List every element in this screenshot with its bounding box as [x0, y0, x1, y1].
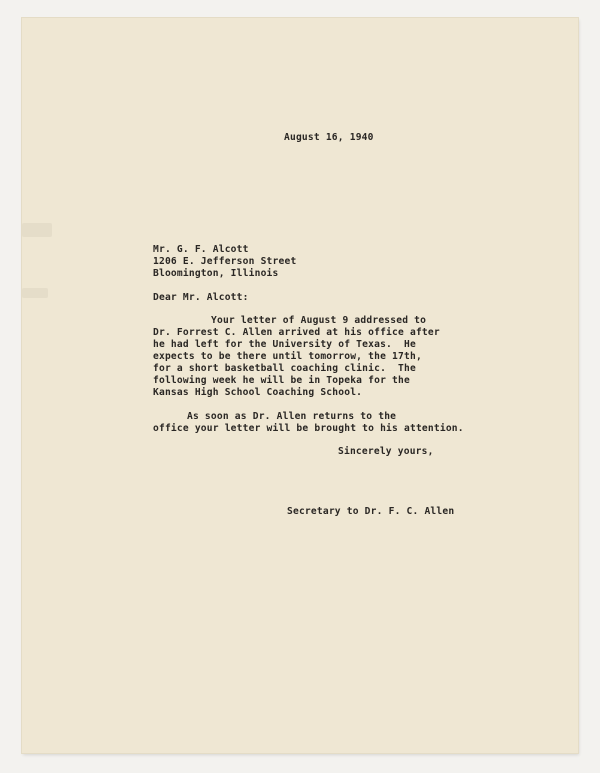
recipient-street: 1206 E. Jefferson Street [153, 256, 297, 267]
signature-line: Secretary to Dr. F. C. Allen [287, 506, 455, 517]
paper-smudge [22, 288, 48, 298]
salutation: Dear Mr. Alcott: [153, 292, 249, 303]
closing: Sincerely yours, [338, 446, 434, 457]
paragraph1-line: for a short basketball coaching clinic. The [153, 363, 416, 374]
recipient-name: Mr. G. F. Alcott [153, 244, 249, 255]
recipient-city: Bloomington, Illinois [153, 268, 279, 279]
paragraph1-line: expects to be there until tomorrow, the 17th, [153, 351, 422, 362]
paragraph1-line: he had left for the University of Texas. He [153, 339, 416, 350]
paragraph1-line: Your letter of August 9 addressed to [211, 315, 427, 326]
paper-smudge [22, 223, 52, 237]
paragraph2-line: office your letter will be brought to his attention. [153, 423, 464, 434]
letter-date: August 16, 1940 [284, 132, 374, 143]
paragraph1-line: following week he will be in Topeka for the [153, 375, 410, 386]
paragraph1-line: Dr. Forrest C. Allen arrived at his office after [153, 327, 440, 338]
paragraph1-line: Kansas High School Coaching School. [153, 387, 363, 398]
paragraph2-line: As soon as Dr. Allen returns to the [187, 411, 397, 422]
